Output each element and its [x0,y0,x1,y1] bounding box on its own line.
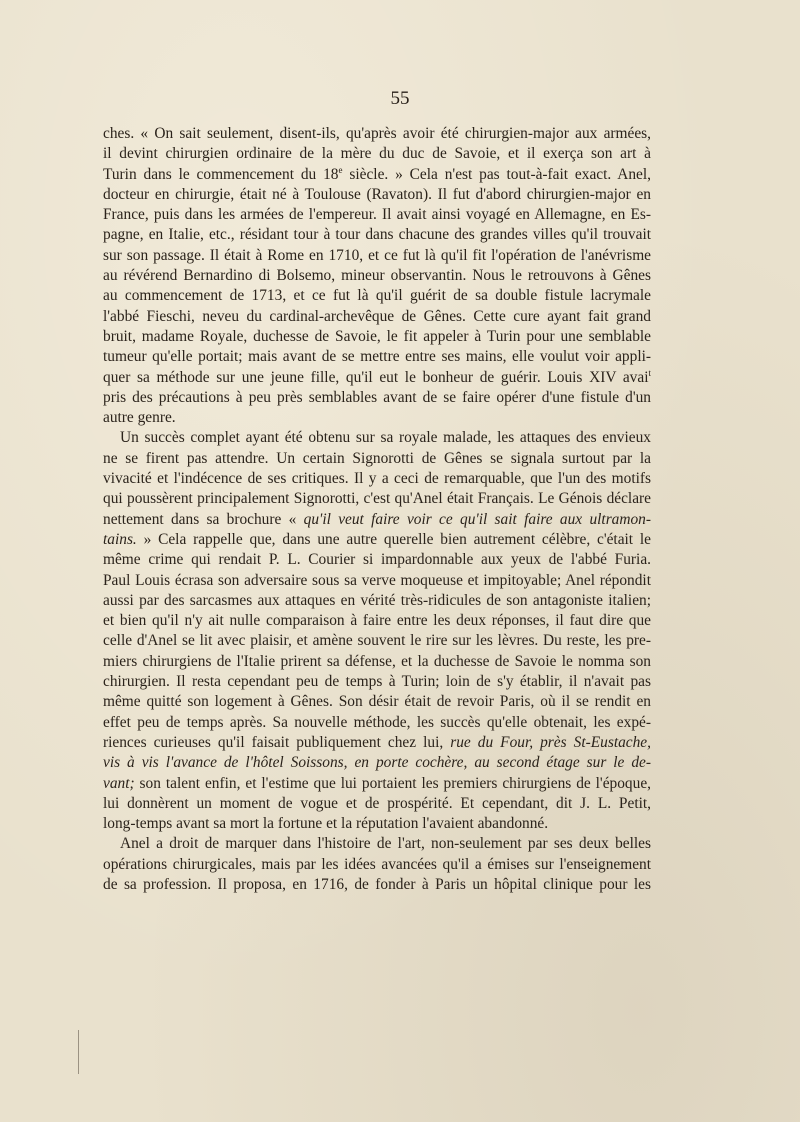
text-line: Turin dans le commencement du 18e siècle. » Cela n'est pas tout-à-fait exact. Anel, [103,164,652,183]
text-line: Paul Louis écrasa son adversaire sous sa verve moqueuse et impitoyable; Anel répondit [103,571,651,589]
text-line: au révérend Bernardino di Bolsemo, mineur observantin. Nous le retrouvons à Gênes [103,267,651,285]
text-line: long-temps avant sa mort la fortune et la réputation l'avaient abandonné. [103,815,549,833]
text-line: vivacité et l'indécence de ses critiques. Il y a ceci de remarquable, que l'un des motifs [103,470,651,488]
text-line: chirurgien. Il resta cependant peu de temps à Turin; loin de s'y établir, il n'avait pas [103,673,651,691]
text-line: nettement dans sa brochure « qu'il veut faire voir ce qu'il sait faire aux ultramon- [103,510,652,528]
text-line: opérations chirurgicales, mais par les idées avancées qu'il a émises sur l'enseignement [103,855,651,873]
text-line: et bien qu'il n'y ait nulle comparaison à faire entre les deux réponses, il faut dire que [103,612,651,630]
text-line: aussi par des sarcasmes aux attaques en vérité très-ridicules de son antagoniste italien; [103,591,651,609]
text-line: France, puis dans les armées de l'empereur. Il avait ainsi voyagé en Allemagne, en Es- [103,206,651,224]
text-line: même quitté son logement à Gênes. Son désir était de revoir Paris, où il se rendit en [103,693,651,711]
text-line: pagne, en Italie, etc., résidant tour à tour dans chacune des grandes villes qu'il trouvait [103,226,651,244]
text-line: il devint chirurgien ordinaire de la mère du duc de Savoie, et il exerça son art à [103,145,651,163]
text-line: celle d'Anel se lit avec plaisir, et amène souvent le rire sur les lèvres. Du reste, les pre- [103,632,651,650]
text-line: autre genre. [103,409,176,427]
page-number: 55 [390,88,410,109]
text-line: même crime qui rendait P. L. Courier si impardonnable aux yeux de l'abbé Furia. [103,551,651,569]
text-line: ches. « On sait seulement, disent-ils, qu'après avoir été chirurgien-major aux armées, [103,125,651,142]
text-line: riences curieuses qu'il faisait publiquement chez lui, rue du Four, près St-Eustache, [103,733,651,751]
text-line: l'abbé Fieschi, neveu du cardinal-archevêque de Gênes. Cette cure ayant fait grand [103,307,651,325]
text-line: quer sa méthode sur une jeune fille, qu'il eut le bonheur de guérir. Louis XIV avai$^t$ [103,367,651,386]
text-line: de sa profession. Il proposa, en 1716, de fonder à Paris un hôpital clinique pour les [103,875,651,893]
text-line: tumeur qu'elle portait; mais avant de se mettre entre ses mains, elle voulut voir appli- [103,348,651,366]
text-line: pris des précautions à peu près semblables avant de se faire opérer d'une fistule d'un [103,388,651,406]
text-line: sur son passage. Il était à Rome en 1710, et ce fut là qu'il fit l'opération de l'anévrisme [103,246,651,264]
text-line: qui poussèrent principalement Signorotti, c'est qu'Anel était Français. Le Génois déclare [103,490,651,508]
text-line: tains. » Cela rappelle que, dans une autre querelle bien autrement célèbre, c'était le [103,530,651,548]
text-line: effet peu de temps après. Sa nouvelle méthode, les succès qu'elle obtenait, les expé- [103,713,651,731]
text-line: lui donnèrent un moment de vogue et de prospérité. Et cependant, dit J. L. Petit, [103,794,651,812]
text-line: Un succès complet ayant été obtenu sur sa royale malade, les attaques des envieux [120,429,651,447]
text-line: au commencement de 1713, et ce fut là qu'il guérit de sa double fistule lacrymale [103,287,651,305]
text-line: Anel a droit de marquer dans l'histoire de l'art, non-seulement par ses deux belles [120,835,651,853]
text-line: docteur en chirurgie, était né à Toulouse (Ravaton). Il fut d'abord chirurgien-major en [103,185,651,203]
text-line: ne se firent pas attendre. Un certain Signorotti de Gênes se signala surtout par la [103,449,651,467]
text-line: miers chirurgiens de l'Italie prirent sa défense, et la duchesse de Savoie le nomma son [103,652,651,670]
text-line: bruit, madame Royale, duchesse de Savoie, le fit appeler à Turin pour une semblable [103,327,651,345]
text-line: vis à vis l'avance de l'hôtel Soissons, en porte cochère, au second étage sur le de- [103,754,651,772]
body-text [103,124,651,895]
text-line: vant; son talent enfin, et l'estime que lui portaient les premiers chirurgiens de l'époque, [103,774,651,792]
margin-mark [78,1030,79,1074]
